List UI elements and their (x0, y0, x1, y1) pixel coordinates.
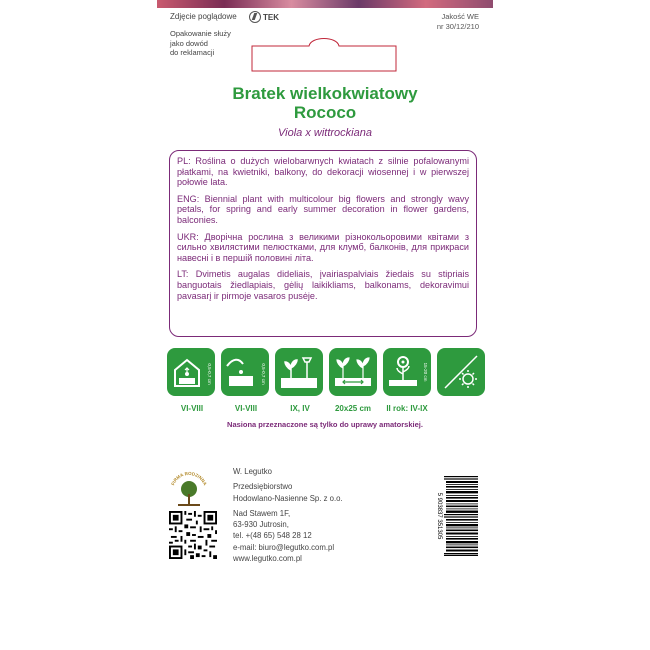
greenhouse-sowing-label: VI-VIII (180, 404, 204, 413)
photo-note: Zdjęcie poglądowe (170, 12, 237, 21)
barcode (432, 476, 478, 556)
company-line-3: Hodowlano-Nasienne Sp. z o.o. (233, 493, 343, 503)
latin-name: Viola x wittrockiana (278, 127, 372, 139)
complaint-line-3: do reklamacji (170, 48, 215, 57)
description-lt: LT: Dvimetis augalas dideliais, įvairiaspalviais žiedais su stipriais banguotais žiedlapiais, gėlių laikikliams, balkonams, dekoravimui pavasarį ir pirmoje vasaros pusėje. (177, 269, 469, 301)
barcode-number: 5 903837 351305 (436, 492, 442, 540)
tek-logo-text: TEK (263, 12, 279, 22)
company-info (233, 466, 343, 564)
seed-depth-text: 0,5-0,7 cm (261, 363, 266, 385)
company-name: W. Legutko (233, 467, 273, 476)
product-title-line-2: Rococo (293, 103, 357, 122)
complaint-note (170, 29, 240, 58)
greenhouse-depth-text: 0,5-0,7 cm (207, 363, 212, 385)
seed-packet-back (157, 0, 493, 650)
flower-height-text: 15-20 cm (423, 362, 428, 382)
transplant-label: IX, IV (290, 404, 310, 413)
flowering-height-icon (383, 348, 431, 396)
cultivation-icons (167, 348, 485, 396)
quality-line-2: nr 30/12/210 (436, 22, 479, 31)
tek-leaf-icon (249, 11, 261, 23)
company-city: 63-930 Jutrosin, (233, 520, 289, 530)
product-title (157, 84, 493, 122)
sun-partial-shade-icon (437, 348, 485, 396)
flower-photo-strip (157, 0, 493, 8)
batch-label-window (251, 32, 397, 72)
company-phone: tel. +(48 65) 548 28 12 (233, 531, 312, 541)
tek-logo (249, 11, 279, 23)
amateur-use-notice: Nasiona przeznaczone są tylko do uprawy amatorskiej. (227, 420, 423, 429)
seed-depth-label: VI-VIII (234, 404, 258, 413)
spacing-icon (329, 348, 377, 396)
family-company-logo-text: FIRMA RODZINNA (170, 470, 208, 487)
greenhouse-sowing-icon (167, 348, 215, 396)
flowering-label: II rok: IV-IX (386, 404, 428, 413)
company-website: www.legutko.com.pl (233, 554, 302, 564)
quality-line-1: Jakość WE (441, 12, 479, 21)
description-eng: ENG: Biennial plant with multicolour big flowers and strongly wavy petals, for spring and early summer decoration in flower gardens, balconies. (177, 193, 469, 225)
company-street: Nad Stawem 1F, (233, 508, 291, 518)
description-ukr: UKR: Дворічна рослина з великими різнокольоровими квітами з сильно хвилястими пелюстками, для клумб, балконів, для прикраси навесні і в першій половині літа. (177, 231, 469, 263)
quality-standard (437, 12, 479, 32)
description-pl: PL: Roślina o dużych wielobarwnych kwiatach z silnie pofalowanymi płatkami, na kwietniki, balkony, do dekoracji wiosennej i w pierwszej połowie lata. (177, 156, 469, 188)
complaint-line-2: jako dowód (170, 38, 208, 48)
complaint-line-1: Opakowanie służy (170, 29, 231, 38)
family-company-logo (168, 467, 210, 509)
transplant-icon (275, 348, 323, 396)
qr-code-icon (169, 511, 217, 559)
seed-depth-icon (221, 348, 269, 396)
product-title-line-1: Bratek wielkokwiatowy (232, 84, 418, 103)
spacing-label: 20x25 cm (334, 404, 372, 413)
company-email: e-mail: biuro@legutko.com.pl (233, 542, 335, 552)
description-box (169, 150, 477, 337)
company-line-2: Przedsiębiorstwo (233, 482, 293, 492)
